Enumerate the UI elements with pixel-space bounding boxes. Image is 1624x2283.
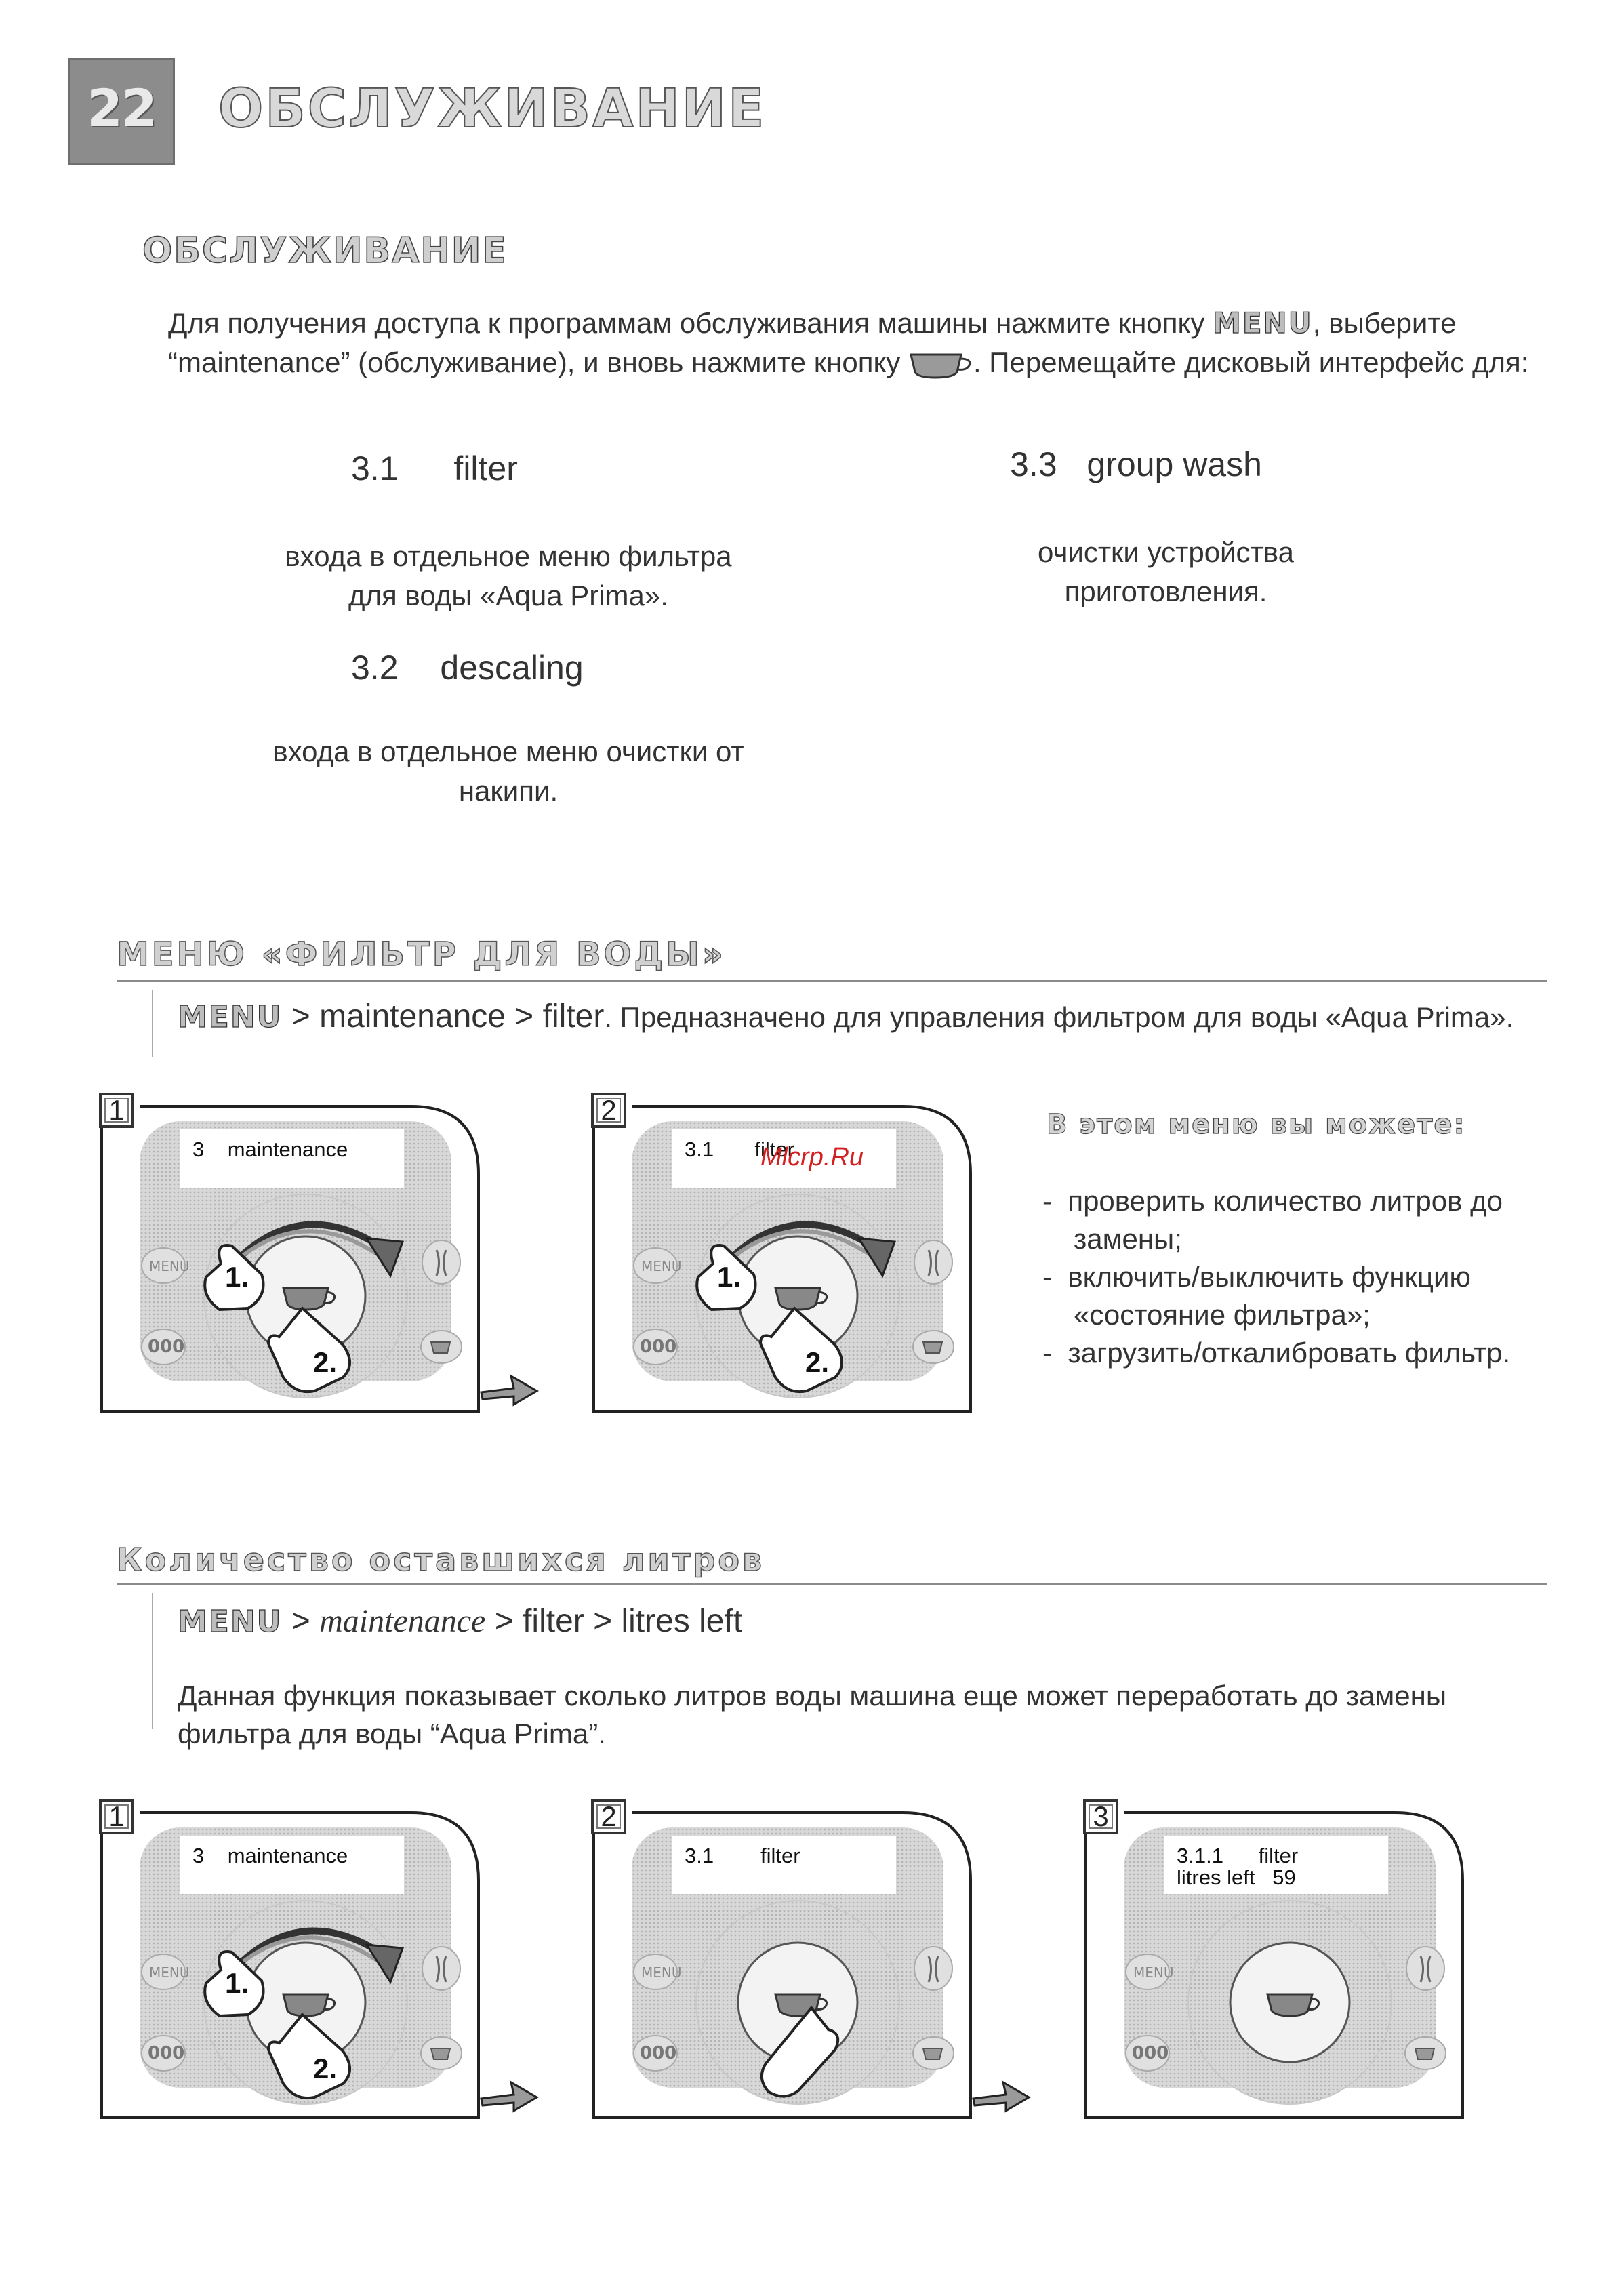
display-line-1: 3.1 filter (685, 1137, 794, 1161)
step-label-press: 2. (805, 1346, 830, 1378)
menu-button-label: MENU (1133, 1964, 1174, 1981)
item-3-2-desc-line1: входа в отдельное меню очистки от (272, 735, 744, 767)
step-label-press: 2. (313, 2053, 338, 2084)
item-3-3-number: 3.3 (1010, 445, 1057, 483)
path-menu-keyword: MENU (178, 1604, 283, 1639)
display-line-1: 3.1 filter (685, 1844, 800, 1867)
step-number-badge: 3 (1083, 1799, 1118, 1834)
filter-option-1-line1: проверить количество литров до (1068, 1185, 1503, 1217)
step-label-rotate: 1. (225, 1261, 249, 1293)
item-3-1-number: 3.1 (351, 449, 399, 487)
step-number-badge: 1 (99, 1799, 134, 1834)
next-step-arrow-icon (479, 2074, 540, 2118)
vertical-bar (152, 1593, 153, 1729)
step-label-rotate: 1. (225, 1967, 249, 1999)
step-number-badge: 2 (591, 1093, 626, 1128)
display-screen (180, 1836, 404, 1894)
step-number-badge: 2 (591, 1799, 626, 1834)
litres-description (178, 1677, 1547, 1753)
step-label-rotate: 1. (717, 1261, 742, 1293)
display-line-1: 3 maintenance (192, 1137, 348, 1161)
filter-option-1-line2: замены; (1074, 1223, 1182, 1255)
page-title: ОБСЛУЖИВАНИЕ (218, 79, 767, 140)
filter-options-list (1042, 1182, 1558, 1372)
section-rule (117, 980, 1547, 982)
path-menu-keyword: MENU (178, 1000, 283, 1034)
page-number-badge (68, 58, 175, 165)
cup-button-icon (908, 350, 973, 379)
filter-menu-path (178, 998, 1514, 1035)
vertical-bar (152, 990, 153, 1057)
filter-option-2-line1: включить/выключить функцию (1068, 1261, 1471, 1293)
item-3-2-number: 3.2 (351, 649, 399, 687)
litres-path: MENU > maintenance > filter > litres left (178, 1603, 743, 1639)
litres-desc-line1: Данная функция показывает сколько литров воды машина еще может переработать до замены (178, 1680, 1447, 1712)
path-maintenance: maintenance (319, 1603, 486, 1639)
intro-text-4: . Перемещайте дисковый интерфейс для: (973, 346, 1529, 378)
watermark: Mlcrp.Ru (760, 1143, 864, 1171)
step-panel-1 (99, 1093, 510, 1414)
intro-text-3: “maintenance” (обслуживание), и вновь нажмите кнопку (168, 346, 908, 378)
menu-button-label: MENU (149, 1964, 190, 1981)
display-screen (180, 1129, 404, 1188)
litres-desc-line2: фильтра для воды “Aqua Prima”. (178, 1718, 606, 1750)
display-line-2: litres left 59 (1177, 1865, 1296, 1889)
step-panel-1 (99, 1799, 510, 2120)
step-panel-2 (591, 1093, 1002, 1414)
item-3-1-name: filter (453, 449, 518, 487)
item-3-2-heading (351, 648, 584, 687)
step-panel-2 (591, 1799, 1002, 2120)
program-button-label: 000 (640, 2043, 677, 2063)
filter-option: - включить/выключить функцию «состояние фильтра»; (1042, 1261, 1471, 1331)
filter-option-2-line2: «состояние фильтра»; (1074, 1299, 1371, 1331)
intro-paragraph (168, 304, 1558, 382)
menu-button-label: MENU (641, 1258, 682, 1274)
menu-button-label: MENU (641, 1964, 682, 1981)
next-step-arrow-icon (479, 1368, 540, 1412)
section-rule (117, 1583, 1547, 1585)
item-3-1-desc-line2: для воды «Aqua Prima». (348, 580, 668, 611)
next-step-arrow-icon (971, 2074, 1032, 2118)
path-text: > maintenance > filter (282, 998, 605, 1034)
item-3-3-desc-line1: очистки устройства (1038, 536, 1294, 568)
item-3-3-description (976, 533, 1356, 611)
item-3-3-desc-line2: приготовления. (1064, 575, 1267, 607)
program-button-label: 000 (640, 1337, 677, 1357)
item-3-1-heading (351, 449, 518, 488)
item-3-1-desc-line1: входа в отдельное меню фильтра (285, 540, 732, 572)
item-3-2-desc-line2: накипи. (458, 775, 559, 807)
item-3-3-name: group wash (1087, 445, 1262, 483)
filter-option: - загрузить/откалибровать фильтр. (1042, 1337, 1511, 1369)
filter-option-3-line1: загрузить/откалибровать фильтр. (1068, 1337, 1511, 1369)
step-panel-3 (1083, 1799, 1494, 2120)
program-button-label: 000 (148, 2043, 185, 2063)
item-3-3-heading (1010, 445, 1262, 484)
section-heading-maintenance: ОБСЛУЖИВАНИЕ (142, 230, 508, 271)
filter-list-title: В этом меню вы можете: (1047, 1109, 1466, 1140)
display-screen (1164, 1836, 1388, 1894)
intro-text-1: Для получения доступа к программам обслуживания машины нажмите кнопку (168, 307, 1213, 339)
section-heading-filter-menu: МЕНЮ «ФИЛЬТР ДЛЯ ВОДЫ» (117, 935, 726, 973)
display-line-1: 3.1.1 filter (1177, 1844, 1299, 1867)
item-3-2-name: descaling (440, 649, 584, 687)
path-description: . Предназначено для управления фильтром для воды «Aqua Prima». (604, 1001, 1514, 1033)
menu-keyword: MENU (1213, 306, 1313, 340)
step-label-press: 2. (313, 1346, 338, 1378)
step-number-badge: 1 (99, 1093, 134, 1128)
intro-text-2: , выберите (1312, 307, 1457, 339)
program-button-label: 000 (1132, 2043, 1169, 2063)
section-heading-litres: Количество оставшихся литров (117, 1541, 765, 1578)
page-number: 22 (87, 78, 156, 138)
item-3-1-description (271, 537, 746, 615)
path-text: > filter > litres left (485, 1603, 743, 1639)
program-button-label: 000 (148, 1337, 185, 1357)
display-line-1: 3 maintenance (192, 1844, 348, 1867)
item-3-2-description (258, 732, 759, 811)
menu-button-label: MENU (149, 1258, 190, 1274)
filter-option: - проверить количество литров до замены; (1042, 1185, 1503, 1255)
display-screen (672, 1836, 896, 1894)
